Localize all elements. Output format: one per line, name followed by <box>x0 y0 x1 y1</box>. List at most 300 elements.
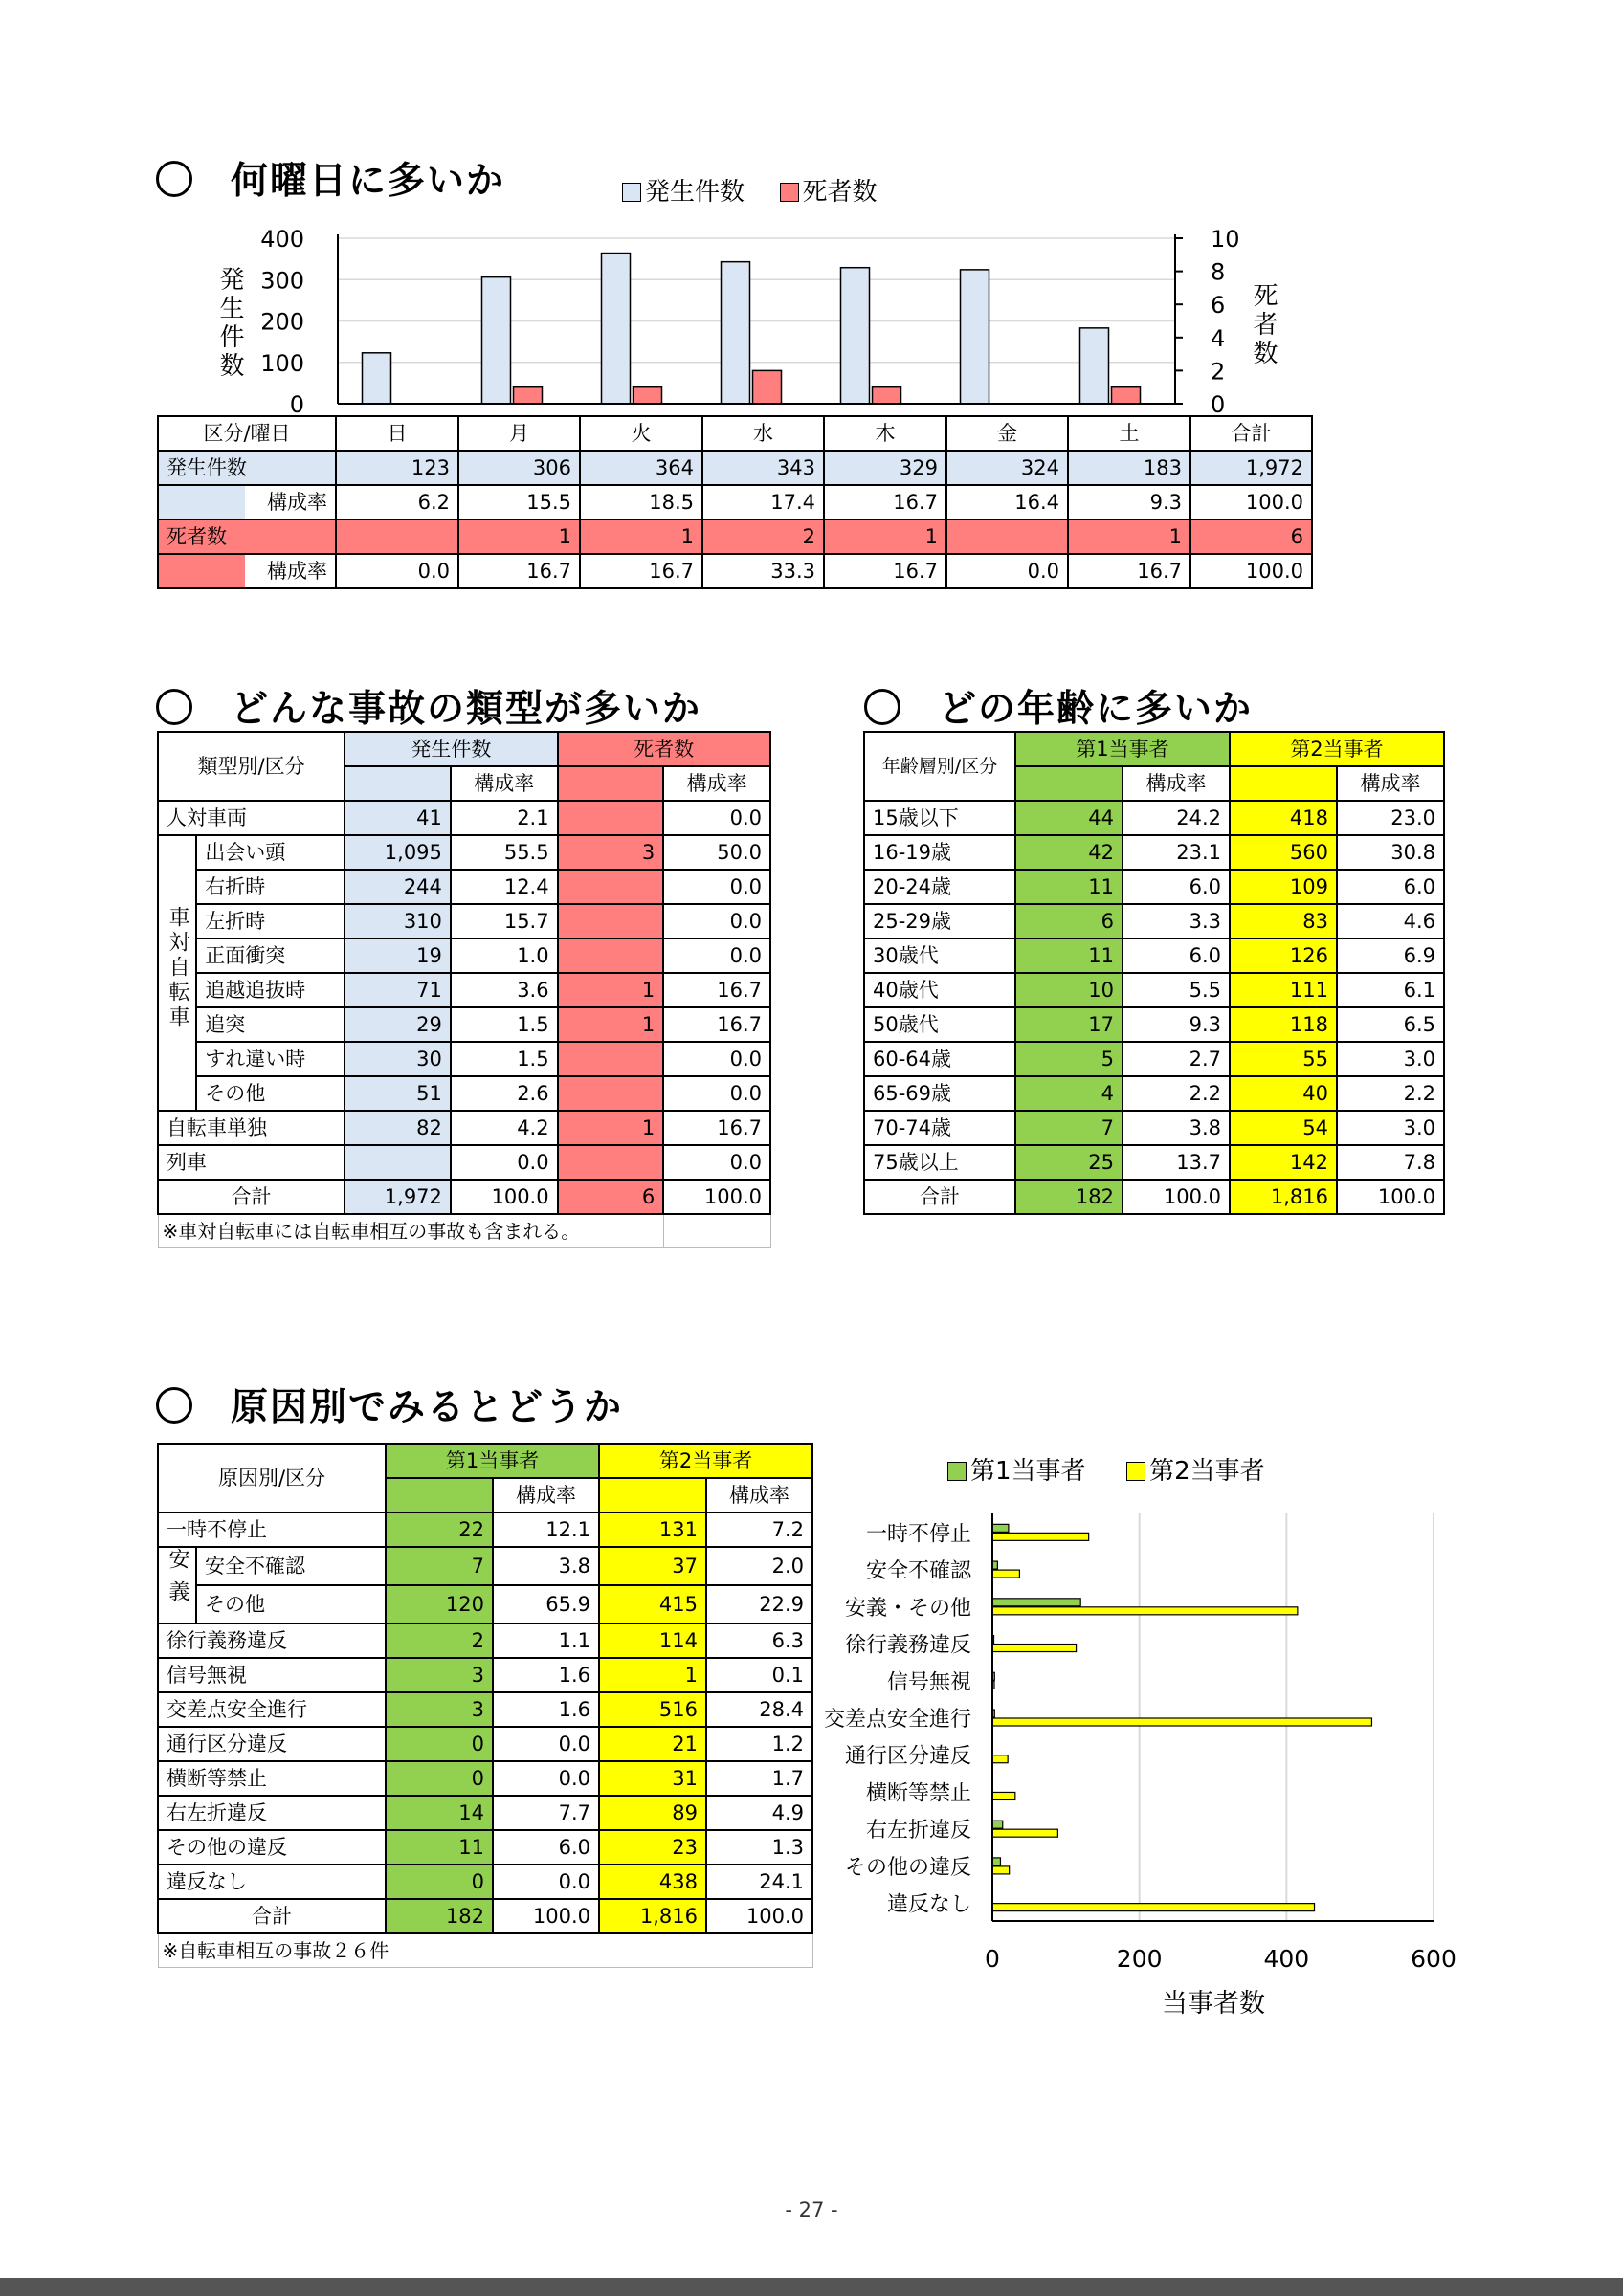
table-cell <box>946 519 1068 554</box>
accident-row <box>158 451 1312 485</box>
table-cell: 1.6 <box>493 1692 599 1727</box>
legend-label-second: 第2当事者 <box>1149 1457 1265 1486</box>
table-cell: 0 <box>386 1761 493 1796</box>
x-tick-label: 0 <box>985 1945 1000 1973</box>
table-cell: 6.2 <box>336 485 458 519</box>
table-cell: 1 <box>558 973 664 1007</box>
category-label: 通行区分違反 <box>844 1744 971 1769</box>
section-title-cause: 原因別でみるとどうか <box>156 1378 623 1431</box>
table-cell: 182 <box>1015 1180 1123 1214</box>
table-cell: 23 <box>599 1830 706 1865</box>
table-cell: 1 <box>458 519 580 554</box>
table-cell: 23.1 <box>1123 835 1230 870</box>
table-cell: 1.5 <box>451 1007 558 1042</box>
table-cell: 83 <box>1230 904 1337 938</box>
table-cell: 7 <box>1015 1111 1123 1145</box>
table-cell: 15.7 <box>451 904 558 938</box>
table-cell: 516 <box>599 1692 706 1727</box>
table-row <box>864 870 1444 904</box>
right-tick-label: 6 <box>1211 292 1226 320</box>
group-label <box>158 1547 196 1623</box>
death-row <box>158 519 1312 554</box>
table-cell: 19 <box>345 938 451 973</box>
table-cell: 100.0 <box>1337 1180 1444 1214</box>
table-cell: 0.0 <box>663 904 770 938</box>
table-cell: 6.5 <box>1337 1007 1444 1042</box>
bar-accidents-月 <box>482 277 511 404</box>
table-cell: 7.2 <box>706 1512 812 1547</box>
table-cell: 65.9 <box>493 1585 599 1623</box>
category-labels <box>824 1522 972 1916</box>
table-cell: 16.7 <box>824 485 946 519</box>
table-cell: 11 <box>1015 870 1123 904</box>
column-header: 構成率 <box>493 1478 599 1512</box>
header-row <box>864 732 1444 766</box>
table-cell: 6 <box>558 1180 664 1214</box>
blank-cell <box>386 1478 493 1512</box>
column-header: 月 <box>458 416 580 451</box>
circle-bullet-icon <box>864 689 900 725</box>
column-header: 水 <box>702 416 824 451</box>
bar-first-party <box>992 1599 1080 1606</box>
table-cell: 9.3 <box>1068 485 1190 519</box>
table-row <box>864 1042 1444 1076</box>
row-label: すれ違い時 <box>196 1042 345 1076</box>
table-cell: 1,972 <box>1190 451 1312 485</box>
table-cell: 21 <box>599 1727 706 1761</box>
table-cell: 71 <box>345 973 451 1007</box>
column-header: 木 <box>824 416 946 451</box>
header-row <box>158 732 770 766</box>
row-label: 25-29歳 <box>864 904 1015 938</box>
legend-label-accidents: 発生件数 <box>645 178 745 207</box>
ratio-label: 構成率 <box>267 491 327 514</box>
bar-second-party <box>992 1570 1019 1578</box>
table-cell: 7.8 <box>1337 1145 1444 1180</box>
table-row <box>158 1727 812 1761</box>
category-label: その他の違反 <box>844 1855 971 1880</box>
table-cell: 0.0 <box>663 870 770 904</box>
table-cell: 2.2 <box>1123 1076 1230 1111</box>
table-row <box>158 1658 812 1692</box>
table-cell: 418 <box>1230 801 1337 835</box>
table-cell: 0 <box>386 1865 493 1899</box>
table-cell: 40 <box>1230 1076 1337 1111</box>
table-row <box>158 973 770 1007</box>
bar-deaths-月 <box>514 387 543 404</box>
table-row <box>158 1761 812 1796</box>
table-cell: 324 <box>946 451 1068 485</box>
table-cell: 0.0 <box>493 1865 599 1899</box>
row-label: 出会い頭 <box>196 835 345 870</box>
header-row <box>158 1444 812 1478</box>
total-label: 合計 <box>158 1899 386 1933</box>
table-cell: 16.7 <box>580 554 702 588</box>
left-tick-label: 300 <box>260 267 304 295</box>
table-row <box>158 1111 770 1145</box>
table-row <box>158 1623 812 1658</box>
section-title-age: どの年齢に多いか <box>864 679 1253 733</box>
table-cell: 131 <box>599 1512 706 1547</box>
table-row <box>158 1042 770 1076</box>
table-cell: 100.0 <box>1190 554 1312 588</box>
age-table <box>863 731 1445 1215</box>
table-cell <box>558 870 664 904</box>
table-cell: 1 <box>824 519 946 554</box>
table-cell: 415 <box>599 1585 706 1623</box>
table-cell: 30 <box>345 1042 451 1076</box>
table-cell: 343 <box>702 451 824 485</box>
page-number: - 27 - <box>785 2198 838 2221</box>
bar-group <box>992 1524 1371 1910</box>
table-cell: 2.2 <box>1337 1076 1444 1111</box>
table-cell: 16.7 <box>458 554 580 588</box>
bar-second-party <box>992 1904 1315 1911</box>
table-cell: 7.7 <box>493 1796 599 1830</box>
left-axis-ticks <box>260 226 304 418</box>
row-label: 65-69歳 <box>864 1076 1015 1111</box>
row-label: 自転車単独 <box>158 1111 345 1145</box>
circle-bullet-icon <box>156 1387 192 1424</box>
column-header: 構成率 <box>451 766 558 801</box>
table-cell: 4.2 <box>451 1111 558 1145</box>
header-row <box>158 416 1312 451</box>
right-tick-label: 10 <box>1211 226 1240 253</box>
table-row <box>158 904 770 938</box>
table-cell: 33.3 <box>702 554 824 588</box>
table-cell: 89 <box>599 1796 706 1830</box>
blank-cell <box>663 1214 770 1248</box>
table-cell: 23.0 <box>1337 801 1444 835</box>
column-header: 構成率 <box>1337 766 1444 801</box>
row-label: 16-19歳 <box>864 835 1015 870</box>
accident-type-table <box>157 731 771 1248</box>
table-cell: 1 <box>599 1658 706 1692</box>
row-label: その他の違反 <box>158 1830 386 1865</box>
table-cell: 1 <box>558 1111 664 1145</box>
table-cell: 0.0 <box>493 1761 599 1796</box>
table-row <box>158 1796 812 1830</box>
table-cell: 3.6 <box>451 973 558 1007</box>
bar-second-party <box>992 1645 1077 1652</box>
table-cell: 364 <box>580 451 702 485</box>
table-row <box>864 835 1444 870</box>
table-cell: 1 <box>558 1007 664 1042</box>
row-label: 左折時 <box>196 904 345 938</box>
table-cell <box>345 1145 451 1180</box>
row-label: 右左折違反 <box>158 1796 386 1830</box>
table-note: ※車対自転車には自転車相互の事故も含まれる。 <box>158 1214 663 1248</box>
ratio-label: 構成率 <box>267 560 327 583</box>
row-label: 徐行義務違反 <box>158 1623 386 1658</box>
row-label: 追突 <box>196 1007 345 1042</box>
table-cell: 0.0 <box>663 801 770 835</box>
table-cell: 120 <box>386 1585 493 1623</box>
table-row <box>158 1865 812 1899</box>
row-label: その他 <box>196 1585 386 1623</box>
accident-ratio-row <box>158 485 1312 519</box>
category-label: 横断等禁止 <box>865 1781 971 1806</box>
table-cell: 0.1 <box>706 1658 812 1692</box>
circle-bullet-icon <box>156 161 192 197</box>
row-label: 人対車両 <box>158 801 345 835</box>
table-cell: 1,816 <box>1230 1180 1337 1214</box>
category-label: 一時不停止 <box>865 1522 971 1547</box>
table-cell: 6 <box>1015 904 1123 938</box>
gridlines <box>338 238 1175 363</box>
column-header: 構成率 <box>706 1478 812 1512</box>
table-cell: 13.7 <box>1123 1145 1230 1180</box>
table-cell: 0.0 <box>946 554 1068 588</box>
column-header: 第1当事者 <box>386 1444 599 1478</box>
table-cell: 18.5 <box>580 485 702 519</box>
table-cell: 114 <box>599 1623 706 1658</box>
table-cell: 6.0 <box>1123 870 1230 904</box>
category-label: 交差点安全進行 <box>823 1708 971 1732</box>
table-row <box>158 870 770 904</box>
table-cell: 1,816 <box>599 1899 706 1933</box>
table-cell: 0 <box>386 1727 493 1761</box>
table-cell: 51 <box>345 1076 451 1111</box>
table-cell: 329 <box>824 451 946 485</box>
row-label: 信号無視 <box>158 1658 386 1692</box>
bar-deaths-木 <box>873 387 901 404</box>
column-header: 構成率 <box>663 766 770 801</box>
table-cell: 2.7 <box>1123 1042 1230 1076</box>
bar-first-party <box>992 1821 1003 1828</box>
table-cell: 55 <box>1230 1042 1337 1076</box>
bar-second-party <box>992 1755 1008 1763</box>
section-title-type: どんな事故の類型が多いか <box>156 679 701 733</box>
table-cell: 4.6 <box>1337 904 1444 938</box>
table-cell: 82 <box>345 1111 451 1145</box>
table-cell <box>558 1042 664 1076</box>
section-title-weekday: 何曜日に多いか <box>156 151 505 205</box>
row-label: 30歳代 <box>864 938 1015 973</box>
circle-bullet-icon <box>156 689 192 725</box>
column-header: 第2当事者 <box>599 1444 812 1478</box>
corner-header: 年齢層別/区分 <box>864 732 1015 801</box>
row-label: 追越追抜時 <box>196 973 345 1007</box>
x-axis-ticks <box>985 1945 1456 1973</box>
table-cell: 5 <box>1015 1042 1123 1076</box>
table-cell: 182 <box>386 1899 493 1933</box>
table-cell: 3 <box>558 835 664 870</box>
legend-swatch-second <box>1126 1462 1145 1481</box>
column-header: 火 <box>580 416 702 451</box>
table-cell: 6.1 <box>1337 973 1444 1007</box>
table-cell: 12.4 <box>451 870 558 904</box>
table-row <box>158 1512 812 1547</box>
group-label <box>158 835 196 1111</box>
row-label: 安全不確認 <box>196 1547 386 1585</box>
right-axis-label: 死者数 <box>1249 282 1278 368</box>
bar-second-party <box>992 1792 1015 1799</box>
left-tick-label: 0 <box>289 391 304 418</box>
row-label: 列車 <box>158 1145 345 1180</box>
column-header: 発生件数 <box>345 732 557 766</box>
table-row <box>158 1007 770 1042</box>
table-cell: 16.4 <box>946 485 1068 519</box>
group-label-text: 車対自転車 <box>166 906 190 1030</box>
table-cell: 1.3 <box>706 1830 812 1865</box>
row-label: 40歳代 <box>864 973 1015 1007</box>
legend-label-deaths: 死者数 <box>802 178 878 207</box>
table-cell: 9.3 <box>1123 1007 1230 1042</box>
note-row <box>158 1933 812 1968</box>
table-cell: 100.0 <box>451 1180 558 1214</box>
table-row <box>158 1076 770 1111</box>
column-header: 金 <box>946 416 1068 451</box>
left-axis-label: 発生件数 <box>215 266 244 381</box>
bar-second-party <box>992 1829 1057 1837</box>
row-header <box>158 554 336 588</box>
table-cell: 3 <box>386 1658 493 1692</box>
column-header: 合計 <box>1190 416 1312 451</box>
table-cell: 6.0 <box>1123 938 1230 973</box>
table-cell: 6.0 <box>1337 870 1444 904</box>
table-cell: 0.0 <box>663 1145 770 1180</box>
table-cell: 183 <box>1068 451 1190 485</box>
table-cell <box>336 519 458 554</box>
bar-accidents-土 <box>1080 328 1109 404</box>
table-cell: 560 <box>1230 835 1337 870</box>
table-cell: 16.7 <box>824 554 946 588</box>
table-cell: 42 <box>1015 835 1123 870</box>
table-cell: 0.0 <box>663 1042 770 1076</box>
table-cell: 24.2 <box>1123 801 1230 835</box>
table-cell: 126 <box>1230 938 1337 973</box>
category-label: 安全不確認 <box>865 1559 971 1584</box>
table-cell: 100.0 <box>663 1180 770 1214</box>
table-row <box>158 1145 770 1180</box>
table-cell: 24.1 <box>706 1865 812 1899</box>
column-header: 第1当事者 <box>1015 732 1230 766</box>
bar-deaths-火 <box>634 387 662 404</box>
table-cell: 3.8 <box>1123 1111 1230 1145</box>
legend-swatch-accidents <box>622 183 641 202</box>
table-cell: 29 <box>345 1007 451 1042</box>
table-cell: 3.8 <box>493 1547 599 1585</box>
table-cell: 31 <box>599 1761 706 1796</box>
table-row <box>158 1547 812 1585</box>
table-cell: 54 <box>1230 1111 1337 1145</box>
table-cell: 3.0 <box>1337 1042 1444 1076</box>
table-cell: 118 <box>1230 1007 1337 1042</box>
legend-label-first: 第1当事者 <box>970 1457 1086 1486</box>
table-cell: 310 <box>345 904 451 938</box>
row-label: その他 <box>196 1076 345 1111</box>
left-tick-label: 100 <box>260 349 304 377</box>
blank-cell <box>558 766 664 801</box>
row-label: 通行区分違反 <box>158 1727 386 1761</box>
row-label: 右折時 <box>196 870 345 904</box>
table-cell: 6.9 <box>1337 938 1444 973</box>
table-cell: 2.0 <box>706 1547 812 1585</box>
table-cell <box>558 938 664 973</box>
table-cell: 17.4 <box>702 485 824 519</box>
table-row <box>158 1830 812 1865</box>
left-tick-label: 200 <box>260 308 304 336</box>
column-header: 日 <box>336 416 458 451</box>
row-label: 75歳以上 <box>864 1145 1015 1180</box>
table-cell: 111 <box>1230 973 1337 1007</box>
right-tick-label: 8 <box>1211 258 1226 286</box>
table-cell: 100.0 <box>493 1899 599 1933</box>
bar-first-party <box>992 1858 1000 1866</box>
row-label: 70-74歳 <box>864 1111 1015 1145</box>
category-label: 違反なし <box>886 1892 971 1917</box>
row-label: 60-64歳 <box>864 1042 1015 1076</box>
table-cell <box>558 801 664 835</box>
category-label: 安義・その他 <box>844 1596 971 1621</box>
table-cell: 7 <box>386 1547 493 1585</box>
table-cell: 2 <box>702 519 824 554</box>
total-label: 合計 <box>158 1180 345 1214</box>
total-row <box>158 1180 770 1214</box>
table-cell: 4 <box>1015 1076 1123 1111</box>
table-cell: 50.0 <box>663 835 770 870</box>
weekday-chart <box>249 220 1240 418</box>
weekday-chart-legend <box>622 172 878 208</box>
blank-cell <box>345 766 451 801</box>
table-cell: 306 <box>458 451 580 485</box>
table-cell <box>558 1145 664 1180</box>
row-header <box>158 485 336 519</box>
left-tick-label: 400 <box>260 226 304 253</box>
row-label: 違反なし <box>158 1865 386 1899</box>
bar-accidents-水 <box>722 262 750 404</box>
total-label: 合計 <box>864 1180 1015 1214</box>
table-cell: 2 <box>386 1623 493 1658</box>
table-cell: 17 <box>1015 1007 1123 1042</box>
table-cell: 3.0 <box>1337 1111 1444 1145</box>
table-cell: 3.3 <box>1123 904 1230 938</box>
table-cell: 11 <box>1015 938 1123 973</box>
gridlines <box>1140 1513 1434 1921</box>
row-label: 15歳以下 <box>864 801 1015 835</box>
table-cell: 0.0 <box>451 1145 558 1180</box>
table-cell: 55.5 <box>451 835 558 870</box>
table-cell: 1.5 <box>451 1042 558 1076</box>
bar-second-party <box>992 1718 1371 1726</box>
table-cell: 6.0 <box>493 1830 599 1865</box>
bar-accidents-金 <box>961 270 989 404</box>
bar-second-party <box>992 1607 1298 1615</box>
table-row <box>864 801 1444 835</box>
table-cell: 0.0 <box>663 1076 770 1111</box>
blank-cell <box>599 1478 706 1512</box>
table-row <box>158 1692 812 1727</box>
table-cell: 37 <box>599 1547 706 1585</box>
column-header: 区分/曜日 <box>158 416 336 451</box>
bar-accidents-火 <box>602 254 631 404</box>
table-cell: 16.7 <box>663 1111 770 1145</box>
table-cell: 5.5 <box>1123 973 1230 1007</box>
cause-table <box>157 1443 813 1968</box>
legend-swatch-deaths <box>780 183 799 202</box>
table-cell: 16.7 <box>663 973 770 1007</box>
category-label: 信号無視 <box>886 1670 971 1695</box>
corner-header: 類型別/区分 <box>158 732 345 801</box>
row-label: 横断等禁止 <box>158 1761 386 1796</box>
table-cell: 244 <box>345 870 451 904</box>
table-cell: 6 <box>1190 519 1312 554</box>
death-ratio-row <box>158 554 1312 588</box>
table-cell: 0.0 <box>663 938 770 973</box>
blank-cell <box>1015 766 1123 801</box>
table-cell: 10 <box>1015 973 1123 1007</box>
